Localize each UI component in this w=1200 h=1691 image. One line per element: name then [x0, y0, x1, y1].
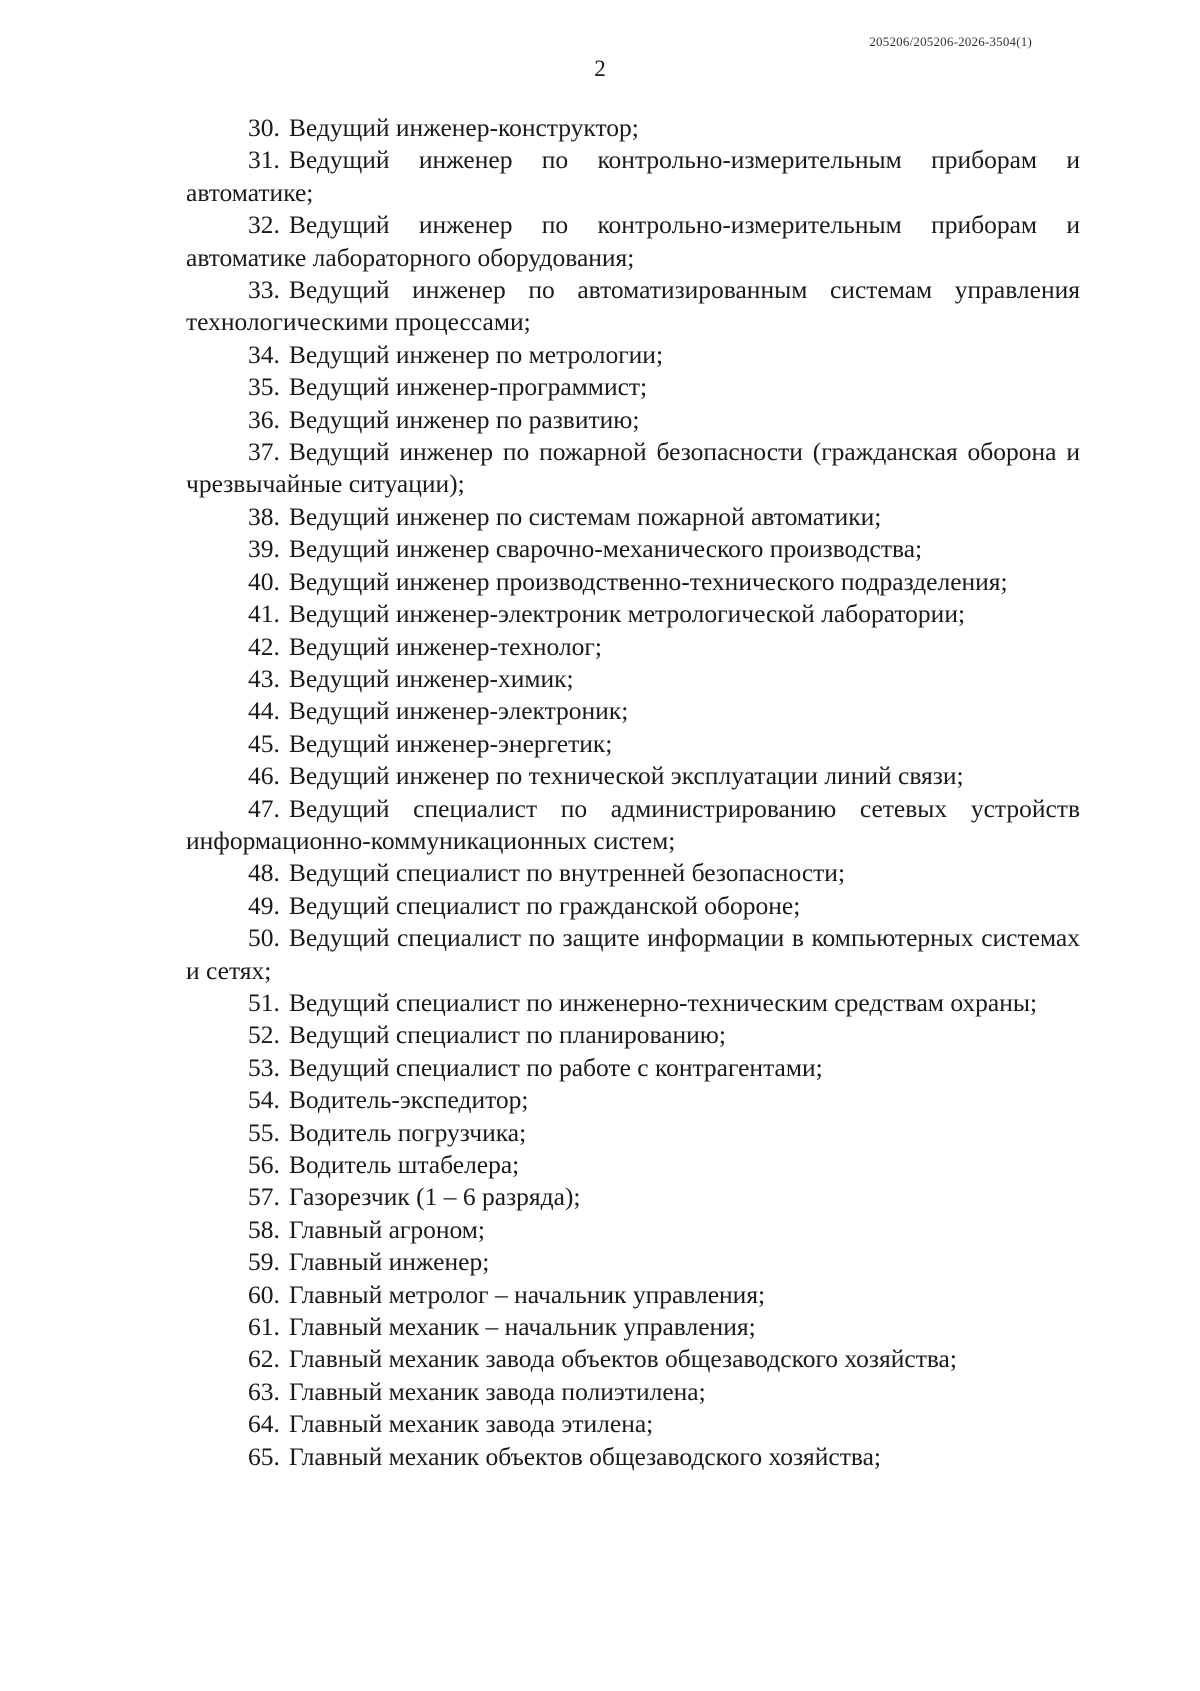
item-number: 48. [248, 858, 280, 888]
list-item [186, 987, 1080, 1019]
item-number: 64. [248, 1409, 280, 1439]
item-number: 61. [248, 1312, 280, 1342]
item-text: Ведущий инженер-программист; [288, 372, 648, 402]
item-text: Главный механик – начальник управления; [288, 1312, 756, 1342]
position-list [186, 112, 1080, 1473]
page-number: 2 [594, 56, 606, 81]
item-text: Ведущий инженер-энергетик; [288, 728, 613, 758]
list-item [186, 1343, 1080, 1375]
list-item [186, 371, 1080, 403]
list-item [186, 760, 1080, 792]
list-item [186, 1441, 1080, 1473]
item-number: 33. [248, 275, 280, 305]
item-number: 60. [248, 1279, 280, 1309]
list-item [186, 1019, 1080, 1051]
list-item [186, 663, 1080, 695]
list-item [186, 890, 1080, 922]
item-text: Главный механик завода объектов общезаводского хозяйства; [288, 1344, 957, 1374]
list-item [186, 1246, 1080, 1278]
list-item [186, 793, 1080, 858]
list-item [186, 1214, 1080, 1246]
list-item [186, 436, 1080, 501]
item-number: 56. [248, 1150, 280, 1179]
item-text: Водитель погрузчика; [288, 1117, 527, 1147]
list-item [186, 598, 1080, 630]
item-text: Ведущий специалист по инженерно-техническим средствам охраны; [288, 987, 1038, 1017]
item-text: Ведущий инженер по пожарной безопасности (гражданская оборона и чрезвычайные ситуации); [186, 437, 1080, 499]
list-item [186, 1376, 1080, 1408]
item-text: Ведущий инженер по контрольно-измерительным приборам и автоматике; [186, 145, 1080, 207]
item-number: 35. [248, 372, 280, 402]
item-number: 52. [248, 1020, 280, 1050]
item-text: Главный метролог – начальник управления; [288, 1279, 766, 1309]
list-item [186, 728, 1080, 760]
list-item [186, 274, 1080, 339]
item-number: 37. [248, 437, 280, 467]
document-code: 205206/205206-2026-3504(1) [869, 34, 1032, 49]
item-text: Ведущий инженер сварочно-механического производства; [288, 534, 923, 564]
item-text: Главный механик завода полиэтилена; [288, 1376, 706, 1406]
list-item [186, 1408, 1080, 1440]
item-number: 47. [248, 793, 280, 823]
item-number: 65. [248, 1441, 280, 1471]
item-number: 42. [248, 631, 280, 661]
item-text: Водитель штабелера; [288, 1150, 520, 1179]
list-item [186, 1084, 1080, 1116]
item-number: 50. [248, 923, 280, 953]
list-item [186, 566, 1080, 598]
item-number: 53. [248, 1052, 280, 1082]
list-item [186, 1311, 1080, 1343]
item-number: 36. [248, 404, 280, 434]
item-number: 41. [248, 599, 280, 629]
list-item [186, 922, 1080, 987]
item-text: Главный механик завода этилена; [288, 1409, 654, 1439]
item-number: 32. [248, 210, 280, 240]
list-item [186, 1149, 1080, 1181]
item-text: Ведущий специалист по планированию; [288, 1020, 726, 1050]
list-item [186, 1181, 1080, 1213]
item-text: Ведущий инженер-технолог; [288, 631, 602, 661]
item-number: 55. [248, 1117, 280, 1147]
item-text: Ведущий специалист по администрированию сетевых устройств информационно-коммуникационных систем; [186, 793, 1080, 855]
list-item [186, 501, 1080, 533]
item-number: 58. [248, 1214, 280, 1244]
item-text: Ведущий инженер по развитию; [288, 404, 640, 434]
list-item [186, 1052, 1080, 1084]
item-text: Ведущий инженер по автоматизированным системам управления технологическими процессами; [186, 275, 1080, 337]
item-text: Ведущий инженер по системам пожарной автоматики; [288, 501, 882, 531]
list-item [186, 695, 1080, 727]
item-text: Ведущий специалист по защите информации в компьютерных системах и сетях; [186, 923, 1080, 985]
item-text: Ведущий специалист по работе с контрагентами; [288, 1052, 823, 1082]
item-text: Ведущий инженер по контрольно-измерительным приборам и автоматике лабораторного оборудования; [186, 210, 1080, 272]
item-text: Ведущий инженер производственно-технического подразделения; [288, 566, 1008, 596]
item-number: 44. [248, 696, 280, 726]
item-text: Ведущий инженер-электроник метрологической лаборатории; [288, 599, 966, 629]
list-item [186, 1117, 1080, 1149]
item-number: 31. [248, 145, 280, 175]
list-item [186, 631, 1080, 663]
item-text: Ведущий инженер по технической эксплуатации линий связи; [288, 761, 964, 791]
item-number: 57. [248, 1182, 280, 1212]
item-text: Ведущий специалист по внутренней безопасности; [288, 858, 846, 888]
item-number: 49. [248, 890, 280, 920]
item-text: Ведущий инженер по метрологии; [288, 339, 664, 369]
item-number: 40. [248, 566, 280, 596]
item-number: 30. [248, 113, 280, 142]
item-text: Газорезчик (1 – 6 разряда); [288, 1182, 581, 1212]
list-item [186, 404, 1080, 436]
item-number: 59. [248, 1247, 280, 1277]
item-number: 54. [248, 1085, 280, 1115]
item-number: 43. [248, 663, 280, 693]
item-text: Главный механик объектов общезаводского хозяйства; [288, 1441, 882, 1471]
list-item [186, 112, 1080, 144]
item-number: 62. [248, 1344, 280, 1374]
list-item [186, 339, 1080, 371]
item-number: 45. [248, 728, 280, 758]
list-item [186, 209, 1080, 274]
item-number: 38. [248, 501, 280, 531]
item-number: 34. [248, 339, 280, 369]
list-item [186, 533, 1080, 565]
item-text: Ведущий инженер-химик; [288, 663, 574, 693]
item-text: Главный инженер; [288, 1247, 490, 1277]
item-text: Ведущий специалист по гражданской обороне; [288, 890, 801, 920]
item-text: Главный агроном; [288, 1214, 485, 1244]
item-number: 51. [248, 987, 280, 1017]
list-item [186, 857, 1080, 889]
item-text: Водитель-экспедитор; [288, 1085, 529, 1115]
list-item [186, 1279, 1080, 1311]
item-number: 46. [248, 761, 280, 791]
item-number: 39. [248, 534, 280, 564]
item-text: Ведущий инженер-конструктор; [288, 113, 639, 142]
item-number: 63. [248, 1376, 280, 1406]
item-text: Ведущий инженер-электроник; [288, 696, 629, 726]
list-item [186, 144, 1080, 209]
